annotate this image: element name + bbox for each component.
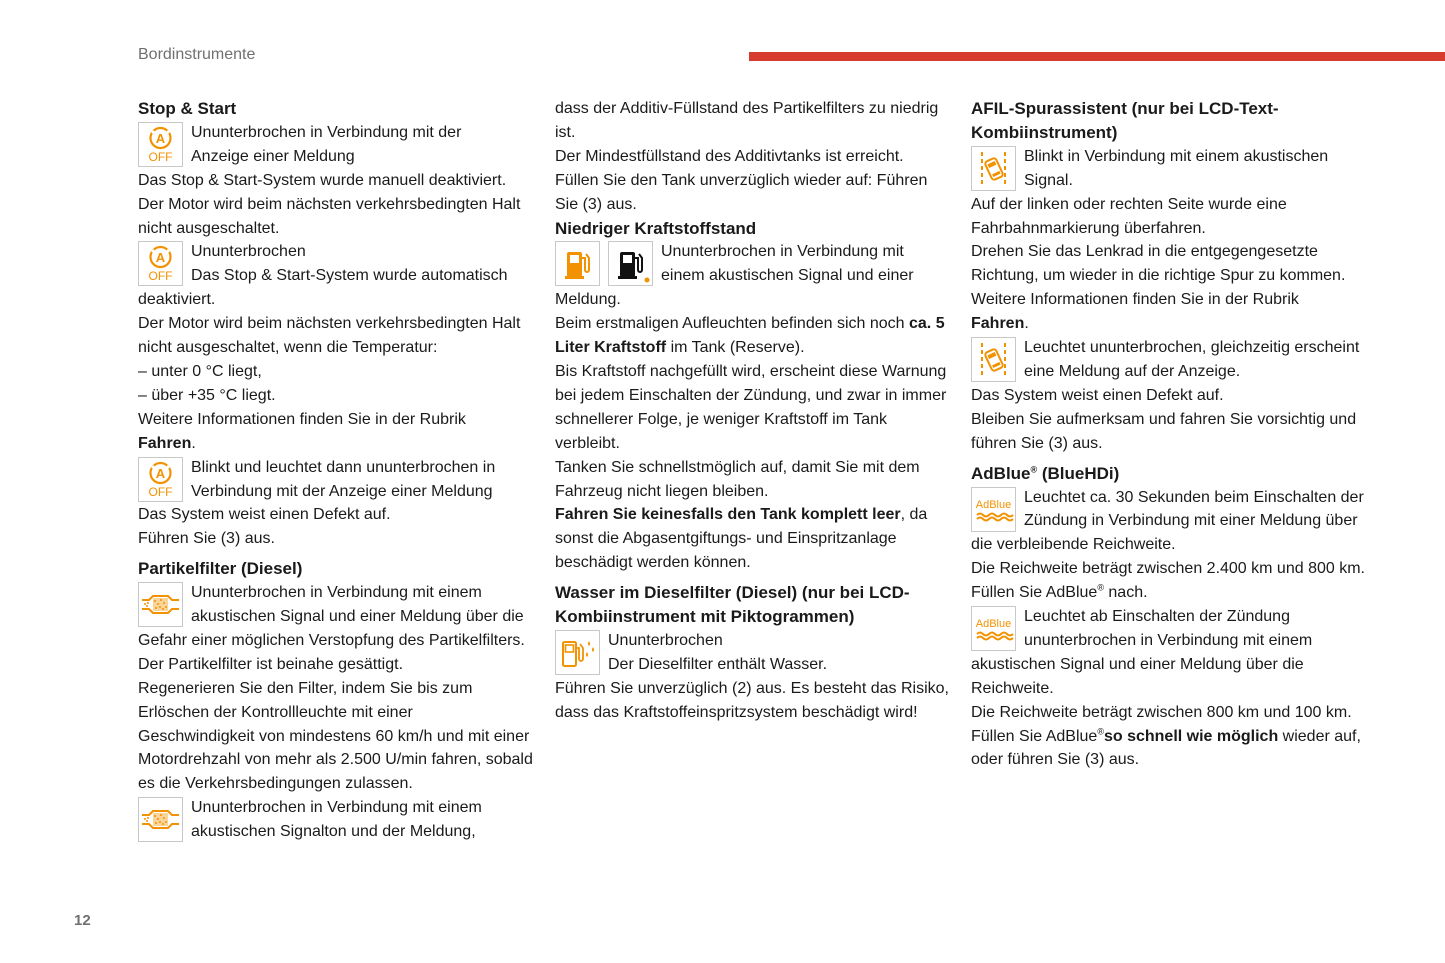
svg-text:A: A — [155, 465, 166, 481]
svg-text:OFF: OFF — [148, 149, 173, 164]
afil-defect: Das System weist einen Defekt auf. — [971, 386, 1224, 404]
particle-filter-icon — [138, 582, 183, 627]
stop-start-auto-line2: Das Stop & Start-System wurde automatisch deaktiviert. — [138, 267, 508, 309]
adblue-refill-2-reg: ® — [1097, 726, 1104, 737]
adblue-1-desc: Leuchtet ca. 30 Sekunden beim Einschalten der Zündung in Verbindung mit einer Meldung über die verbleibende Reichweite. — [971, 488, 1364, 554]
fuel-refill-advice: Tanken Sie schnellstmöglich auf, damit Sie mit dem Fahrzeug nicht liegen bleiben. — [555, 458, 920, 500]
adblue-heading-text: AdBlue — [971, 463, 1031, 483]
svg-text:A: A — [155, 250, 166, 266]
particle-filter-entry-1 — [138, 581, 533, 653]
svg-text:OFF: OFF — [148, 269, 173, 284]
stop-start-off-icon — [138, 241, 183, 286]
adblue-refill-2-bold: so schnell wie möglich — [1103, 727, 1279, 745]
stop-start-manual-note: Der Motor wird beim nächsten verkehrsbedingten Halt nicht ausgeschaltet. — [138, 195, 521, 237]
particle-filter-2-line1: Ununterbrochen in Verbindung mit einem — [191, 799, 482, 817]
afil-steer-advice: Drehen Sie das Lenkrad in die entgegengesetzte Richtung, um wieder in die richtige Spur zu kommen. — [971, 243, 1346, 285]
temp-condition-1: – unter 0 °C liegt, — [138, 362, 262, 380]
stop-start-off-icon — [138, 122, 183, 167]
adblue-icon-label: AdBlue — [975, 618, 1012, 631]
column-1 — [138, 97, 533, 844]
adblue-icon — [971, 487, 1016, 532]
column-3 — [971, 97, 1371, 772]
stop-start-fault-line1: Blinkt und leuchtet dann ununterbrochen in — [191, 458, 496, 476]
more-info-link-fahren: Fahren — [138, 434, 192, 452]
fuel-empty-rest: , da sonst die Abgasentgiftungs- und Einspritzanlage beschädigt werden können. — [555, 506, 928, 572]
adblue-refill-1 — [971, 581, 1371, 605]
heading-stop-start: Stop & Start — [138, 99, 237, 118]
stop-start-manual-line2: Anzeige einer Meldung — [191, 147, 355, 165]
fuel-pump-orange-icon — [555, 241, 600, 286]
low-fuel-entry — [555, 240, 950, 312]
fuel-reserve-text — [555, 312, 950, 360]
afil-caution: Bleiben Sie aufmerksam und fahren Sie vorsichtig und führen Sie (3) aus. — [971, 410, 1357, 452]
fuel-pump-black-icon — [608, 241, 653, 286]
adblue-refill-1-c: nach. — [1103, 584, 1148, 602]
stop-start-fault-action: Führen Sie (3) aus. — [138, 530, 275, 548]
more-info-text: Weitere Informationen finden Sie in der Rubrik — [138, 410, 466, 428]
stop-start-manual-line1: Ununterbrochen in Verbindung mit der — [191, 123, 462, 141]
fuel-empty-warning — [555, 503, 950, 575]
adblue-heading-rest: (BlueHDi) — [1037, 463, 1120, 483]
heading-partikelfilter: Partikelfilter (Diesel) — [138, 559, 303, 579]
afil-more-info: Weitere Informationen finden Sie in der Rubrik Fahren. — [971, 291, 1299, 333]
adblue-entry-2 — [971, 605, 1371, 701]
running-header: Bordinstrumente — [138, 46, 256, 63]
svg-text:A: A — [155, 130, 166, 146]
particle-filter-2-line2: akustischen Signalton und der Meldung, — [191, 823, 476, 841]
adblue-refill-2 — [971, 725, 1371, 773]
stop-start-off-icon — [138, 457, 183, 502]
fuel-reserve-amount: ca. 5 Liter Kraftstoff — [555, 315, 945, 357]
column-2 — [555, 97, 950, 725]
lane-departure-icon — [971, 146, 1016, 191]
particle-filter-icon — [138, 797, 183, 842]
stop-start-fault-entry — [138, 456, 533, 504]
adblue-refill-1-reg: ® — [1097, 582, 1104, 593]
afil-more-info-link-fahren: Fahren — [971, 315, 1025, 333]
afil-blink-desc: Blinkt in Verbindung mit einem akustischen Signal. — [1024, 147, 1329, 189]
more-info-note: Weitere Informationen finden Sie in der Rubrik Fahren. — [138, 410, 466, 452]
stop-start-fault-line2: Verbindung mit der Anzeige einer Meldung — [191, 482, 493, 500]
adblue-2-desc: Leuchtet ab Einschalten der Zündung ununterbrochen in Verbindung mit einem akustischen Signal und einer Meldung über die Reichweite. — [971, 608, 1313, 697]
adblue-entry-1 — [971, 486, 1371, 558]
stop-start-fault-desc: Das System weist einen Defekt auf. — [138, 506, 391, 524]
stop-start-auto-entry — [138, 240, 533, 312]
fuel-reserve-a: Beim erstmaligen Aufleuchten befinden sich noch — [555, 315, 905, 333]
afil-fault-entry — [971, 336, 1371, 384]
fuel-reserve-c: im Tank (Reserve). — [670, 339, 805, 357]
particle-filter-entry-2 — [138, 796, 533, 844]
afil-fault-desc: Leuchtet ununterbrochen, gleichzeitig erscheint eine Meldung auf der Anzeige. — [1024, 339, 1360, 380]
temp-condition-2: – über +35 °C liegt. — [138, 386, 276, 404]
header-accent-bar — [749, 52, 1445, 61]
water-filter-line2: Der Dieselfilter enthält Wasser. — [608, 655, 828, 673]
additive-min-level: Der Mindestfüllstand des Additivtanks ist erreicht. — [555, 147, 904, 165]
stop-start-auto-line1: Ununterbrochen — [191, 243, 306, 261]
adblue-icon-label: AdBlue — [975, 498, 1012, 511]
adblue-refill-1-a: Füllen Sie AdBlue — [971, 584, 1098, 602]
adblue-refill-2-a: Füllen Sie AdBlue — [971, 727, 1098, 745]
lane-departure-icon — [971, 337, 1016, 382]
adblue-range-2: Die Reichweite beträgt zwischen 800 km und 100 km. — [971, 703, 1352, 721]
particle-filter-1-line2: akustischen Signal und einer Meldung über die Gefahr einer möglichen Verstopfung des Partikelfilters. — [138, 608, 525, 649]
stop-start-auto-temp: Der Motor wird beim nächsten verkehrsbedingten Halt nicht ausgeschaltet, wenn die Temperatur: — [138, 315, 521, 357]
svg-text:OFF: OFF — [148, 484, 173, 499]
particle-filter-1-line1: Ununterbrochen in Verbindung mit einem — [191, 584, 482, 602]
particle-filter-regenerate: Regenerieren Sie den Filter, indem Sie bis zum Erlöschen der Kontrollleuchte mit einer Geschwindigkeit von mindestens 60 km/h und mit einer Motordrehzahl von mehr als 2.500 U/min fahren, sobald es die Verkehrsbedingungen zulassen. — [138, 679, 533, 793]
adblue-refill-2-c: wieder auf, oder führen Sie (3) aus. — [971, 727, 1361, 769]
heading-afil: AFIL-Spurassistent (nur bei LCD-Text-Kombiinstrument) — [971, 99, 1279, 142]
low-fuel-desc: Ununterbrochen in Verbindung mit einem akustischen Signal und einer Meldung. — [555, 243, 914, 309]
particle-filter-saturated: Der Partikelfilter ist beinahe gesättigt. — [138, 655, 404, 673]
adblue-range-1: Die Reichweite beträgt zwischen 2.400 km und 800 km. — [971, 560, 1365, 578]
water-filter-action: Führen Sie unverzüglich (2) aus. Es besteht das Risiko, dass das Kraftstoffeinspritzsystem beschädigt wird! — [555, 679, 949, 721]
heading-low-fuel: Niedriger Kraftstoffstand — [555, 218, 757, 238]
afil-crossed-marking: Auf der linken oder rechten Seite wurde eine Fahrbahnmarkierung überfahren. — [971, 195, 1287, 237]
afil-more-info-text: Weitere Informationen finden Sie in der Rubrik — [971, 291, 1299, 309]
adblue-icon — [971, 606, 1016, 651]
stop-start-manual-entry — [138, 121, 533, 169]
water-in-diesel-icon — [555, 630, 600, 675]
additive-level-text: dass der Additiv-Füllstand des Partikelfilters zu niedrig ist. — [555, 100, 939, 141]
heading-water-diesel: Wasser im Dieselfilter (Diesel) (nur bei LCD-Kombiinstrument mit Piktogrammen) — [555, 583, 910, 627]
adblue-heading-reg: ® — [1030, 463, 1038, 474]
water-filter-entry — [555, 629, 950, 677]
afil-blink-entry — [971, 145, 1371, 193]
fuel-warning-frequency: Bis Kraftstoff nachgefüllt wird, erscheint diese Warnung bei jedem Einschalten der Zündung, und zwar in immer schnellerer Folge, je weniger Kraftstoff im Tank verbleibt. — [555, 362, 947, 452]
water-filter-line1: Ununterbrochen — [608, 631, 723, 649]
heading-adblue — [971, 462, 1371, 486]
fuel-empty-bold: Fahren Sie keinesfalls den Tank komplett leer — [555, 506, 901, 524]
page-number: 12 — [74, 912, 91, 929]
stop-start-manual-desc: Das Stop & Start-System wurde manuell deaktiviert. — [138, 171, 507, 189]
additive-refill: Füllen Sie den Tank unverzüglich wieder auf: Führen Sie (3) aus. — [555, 171, 928, 213]
